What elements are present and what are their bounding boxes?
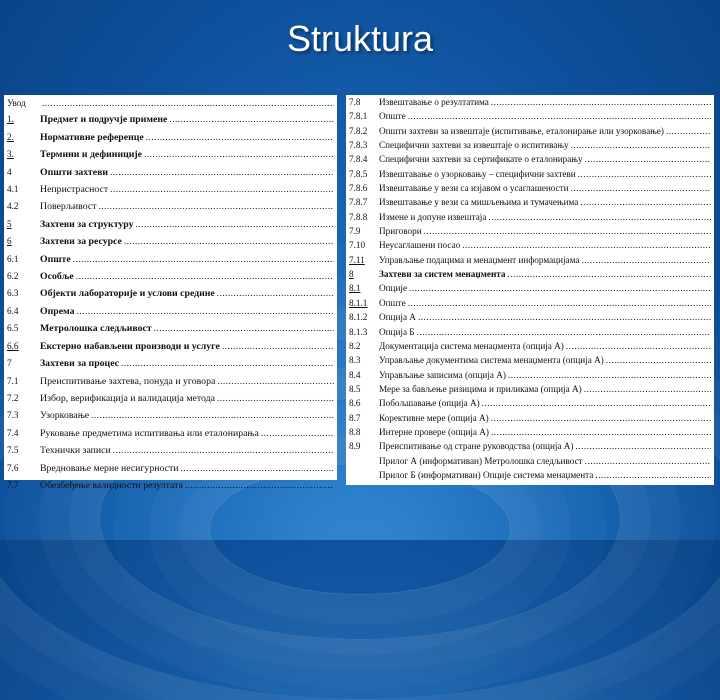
toc-entry [346, 411, 714, 425]
toc-entry [4, 129, 337, 146]
toc-entry-number: 4.2 [7, 201, 19, 212]
toc-entry-title: Нормативне референце [40, 131, 144, 143]
toc-entry-number: 7.7 [7, 479, 19, 490]
toc-entry-title: Приговори [379, 226, 422, 237]
toc-entry-number: 8.7 [349, 412, 361, 423]
toc-entry [346, 267, 714, 281]
toc-entry-number: 7.8.4 [349, 154, 368, 165]
toc-entry-number: 8.1.3 [349, 326, 368, 337]
toc-dot-leader [77, 303, 334, 319]
toc-entry-number: 7.11 [349, 254, 365, 265]
toc-entry-number: 7.8.8 [349, 211, 368, 222]
toc-entry-title: Извештавање у вези са изјавом о усаглашености [379, 183, 569, 194]
toc-dot-leader [666, 124, 711, 138]
toc-entry-number: 8.1.2 [349, 312, 368, 323]
toc-dot-leader [606, 353, 711, 367]
toc-dot-leader [508, 368, 711, 382]
toc-entry [346, 468, 714, 482]
toc-dot-leader [585, 152, 711, 166]
toc-entry-number: 7.8.7 [349, 197, 368, 208]
toc-entry [4, 338, 337, 355]
toc-entry-title: Опште [379, 111, 406, 122]
toc-entry [4, 198, 337, 215]
toc-dot-leader [91, 407, 334, 423]
toc-entry-title: Неусаглашени посао [379, 240, 461, 251]
toc-entry-title: Управљање подацима и менаџмент информацијама [379, 254, 580, 265]
toc-dot-leader [217, 390, 334, 406]
toc-entry-number: 7.5 [7, 445, 19, 456]
toc-dot-leader [110, 164, 334, 180]
toc-entry [346, 425, 714, 439]
toc-entry [346, 281, 714, 295]
toc-entry-title: Специфични захтеви за извештаје о испитивању [379, 140, 569, 151]
toc-dot-leader [261, 425, 334, 441]
toc-entry-number: 7.4 [7, 427, 19, 438]
toc-entry [346, 210, 714, 224]
toc-entry-number: 7.8.3 [349, 140, 368, 151]
toc-entry-title: Управљање документима система менаџмента (опција А) [379, 355, 604, 366]
toc-dot-leader [566, 339, 711, 353]
toc-dot-leader [181, 460, 335, 476]
toc-entry [346, 138, 714, 152]
toc-entry-number: 7.2 [7, 392, 19, 403]
toc-dot-leader [595, 468, 711, 482]
toc-entry-number: 7.10 [349, 240, 366, 251]
toc-entry-title: Преиспитивање захтева, понуда и уговора [40, 375, 216, 387]
toc-entry-title: Екстерно набављени производи и услуге [40, 340, 220, 352]
toc-entry-number: 7.8.2 [349, 125, 368, 136]
toc-dot-leader [488, 210, 711, 224]
toc-dot-leader [110, 181, 334, 197]
toc-dot-leader [584, 382, 711, 396]
toc-entry-title: Општи захтеви [40, 166, 109, 178]
toc-entry-title: Објекти лабораторије и услови средине [40, 288, 215, 300]
toc-entry-number: 8.5 [349, 383, 361, 394]
toc-entry [4, 146, 337, 163]
toc-entry-number: 7.3 [7, 410, 19, 421]
toc-entry [4, 285, 337, 302]
toc-entry-title: Захтеви за ресурсе [40, 236, 122, 248]
toc-entry [4, 251, 337, 268]
toc-entry-number: 7.8.1 [349, 111, 368, 122]
toc-entry [4, 390, 337, 407]
toc-dot-leader [424, 224, 711, 238]
toc-entry [346, 454, 714, 468]
toc-dot-leader [585, 454, 711, 468]
toc-entry [346, 353, 714, 367]
toc-entry [346, 181, 714, 195]
toc-dot-leader [491, 411, 711, 425]
toc-dot-leader [113, 442, 334, 458]
toc-dot-leader [408, 109, 711, 123]
toc-entry-title: Опције [379, 283, 408, 294]
toc-entry-title: Вредновање мерне несигурности [40, 462, 179, 474]
toc-entry-number: 8 [349, 269, 354, 280]
toc-entry-number: 8.3 [349, 355, 361, 366]
toc-dot-leader [144, 146, 334, 162]
toc-entry-title: Прилог Б (информативан) Опције система менаџмента [379, 469, 594, 480]
toc-dot-leader [222, 338, 334, 354]
toc-entry-number: 6.3 [7, 288, 19, 299]
slide-title: Struktura [286, 18, 434, 59]
toc-entry-number: 1. [7, 114, 14, 125]
toc-entry [346, 368, 714, 382]
toc-dot-leader [418, 310, 711, 324]
toc-entry-number: 7.6 [7, 462, 19, 473]
toc-dot-leader [408, 296, 711, 310]
toc-entry-number: 8.9 [349, 441, 361, 452]
toc-entry [346, 325, 714, 339]
toc-dot-leader [42, 95, 334, 111]
toc-entry [4, 442, 337, 459]
toc-dot-leader [121, 355, 334, 371]
toc-entry-title: Предмет и подручје примене [40, 114, 168, 126]
toc-dot-leader [580, 195, 711, 209]
toc-entry-number: 6.5 [7, 323, 19, 334]
toc-entry-title: Особље [40, 271, 74, 283]
toc-entry-title: Захтеви за процес [40, 358, 120, 370]
toc-entry-number: 6.2 [7, 271, 19, 282]
toc-entry-number: 6 [7, 236, 12, 247]
toc-entry [4, 373, 337, 390]
toc-entry-title: Поверљивост [40, 201, 97, 213]
toc-entry-number: 3. [7, 149, 14, 160]
toc-entry-number: 5 [7, 218, 12, 229]
toc-entry-title: Преиспитивање од стране руководства (опција А) [379, 441, 574, 452]
toc-dot-leader [76, 268, 334, 284]
toc-dot-leader [491, 425, 711, 439]
toc-entry-title: Опште [40, 253, 71, 265]
toc-dot-leader [185, 477, 334, 493]
toc-dot-leader [217, 373, 334, 389]
toc-entry-title: Побољшавање (опција А) [379, 398, 480, 409]
toc-entry-title: Узорковање [40, 410, 90, 422]
toc-entry [4, 407, 337, 424]
toc-entry-title: Извештавање у вези са мишљењима и тумачењима [379, 197, 579, 208]
toc-entry-title: Захтеви за структуру [40, 218, 134, 230]
toc-entry-number: 2. [7, 131, 14, 142]
toc-dot-leader [409, 281, 711, 295]
toc-dot-leader [73, 251, 334, 267]
toc-entry-number: 8.6 [349, 398, 361, 409]
toc-dot-leader [576, 439, 712, 453]
toc-dot-leader [154, 320, 334, 336]
toc-dot-leader [508, 267, 712, 281]
toc-entry [4, 355, 337, 372]
toc-dot-leader [136, 216, 335, 232]
toc-entry [4, 425, 337, 442]
toc-entry-title: Избор, верификација и валидација метода [40, 392, 215, 404]
toc-entry-number: 7.8.5 [349, 168, 368, 179]
toc-entry [346, 310, 714, 324]
toc-entry [346, 167, 714, 181]
toc-entry [346, 439, 714, 453]
toc-dot-leader [217, 285, 334, 301]
toc-dot-leader [578, 167, 711, 181]
toc-entry-number: 8.2 [349, 340, 361, 351]
toc-entry-number: 7.9 [349, 226, 361, 237]
toc-entry-number: 6.4 [7, 305, 19, 316]
toc-dot-leader [146, 129, 334, 145]
toc-entry [4, 303, 337, 320]
toc-entry-number: Увод [7, 98, 26, 108]
toc-entry-title: Непристрасност [40, 184, 109, 196]
toc-entry-title: Прилог А (информативан) Метролошка следљивост [379, 455, 583, 466]
toc-entry-title: Захтеви за систем менаџмента [379, 269, 506, 280]
toc-entry-title: Управљање записима (опција А) [379, 369, 506, 380]
toc-dot-leader [571, 138, 711, 152]
toc-dot-leader [124, 233, 334, 249]
toc-entry-title: Корективне мере (опција А) [379, 412, 489, 423]
toc-entry-title: Мере за бављење ризицима и приликама (опција А) [379, 383, 582, 394]
toc-entry [346, 152, 714, 166]
toc-dot-leader [571, 181, 711, 195]
toc-entry [346, 238, 714, 252]
toc-entry-title: Општи захтеви за извештаје (испитивање, еталонирање или узорковање) [379, 125, 664, 136]
toc-entry [4, 111, 337, 128]
toc-dot-leader [462, 238, 711, 252]
toc-entry [4, 268, 337, 285]
toc-entry [346, 339, 714, 353]
toc-entry [346, 296, 714, 310]
toc-entry-number: 7.8 [349, 97, 361, 107]
toc-entry [346, 396, 714, 410]
toc-entry-number: 4.1 [7, 184, 19, 195]
toc-entry-number: 7 [7, 358, 12, 369]
toc-entry [346, 109, 714, 123]
toc-entry-number: 8.4 [349, 369, 361, 380]
toc-entry-title: Руковање предметима испитивања или еталонирања [40, 427, 259, 439]
toc-entry [346, 195, 714, 209]
toc-entry-title: Обезбеђење валидности резултата [40, 479, 183, 491]
toc-entry-number: 7.8.6 [349, 183, 368, 194]
toc-dot-leader [99, 198, 335, 214]
toc-entry [346, 253, 714, 267]
toc-entry-number: 8.1.1 [349, 297, 368, 308]
toc-dot-leader [581, 253, 711, 267]
toc-entry-title: Термини и дефиниције [40, 149, 142, 161]
toc-entry-title: Документација система менаџмента (опција А) [379, 340, 564, 351]
toc-entry-title: Опција Б [379, 326, 415, 337]
toc-entry-title: Опште [379, 297, 406, 308]
toc-entry-title: Измене и допуне извештаја [379, 211, 487, 222]
toc-entry [4, 216, 337, 233]
toc-entry [4, 95, 337, 111]
toc-dot-leader [482, 396, 711, 410]
toc-entry-number: 4 [7, 166, 12, 177]
toc-panel-left [4, 95, 337, 491]
toc-entry-title: Интерне провере (опција А) [379, 426, 489, 437]
toc-entry [4, 164, 337, 181]
toc-entry-title: Извештавање о узорковању – специфични захтеви [379, 168, 576, 179]
toc-entry [4, 477, 337, 494]
toc-entry-title: Опрема [40, 305, 75, 317]
toc-entry-title: Специфични захтеви за сертификате о еталонирању [379, 154, 583, 165]
toc-dot-leader [169, 111, 334, 127]
toc-panel-right [346, 95, 714, 485]
toc-dot-leader [417, 325, 711, 339]
toc-entry [346, 224, 714, 238]
toc-entry-title: Метролошка следљивост [40, 323, 152, 335]
toc-dot-leader [491, 95, 711, 109]
toc-entry [346, 124, 714, 138]
toc-entry-number: 8.1 [349, 283, 361, 294]
toc-entry-title: Опција А [379, 312, 416, 323]
toc-entry-number: 6.1 [7, 253, 19, 264]
toc-entry [4, 181, 337, 198]
toc-entry-title: Извештавање о резултатима [379, 97, 489, 107]
toc-entry [346, 382, 714, 396]
toc-entry [4, 233, 337, 250]
toc-entry [4, 320, 337, 337]
toc-entry [4, 460, 337, 477]
toc-entry-number: 7.1 [7, 375, 19, 386]
toc-entry-number: 8.8 [349, 426, 361, 437]
toc-entry-title: Технички записи [40, 445, 111, 457]
toc-entry [346, 95, 714, 109]
toc-entry-number: 6.6 [7, 340, 19, 351]
